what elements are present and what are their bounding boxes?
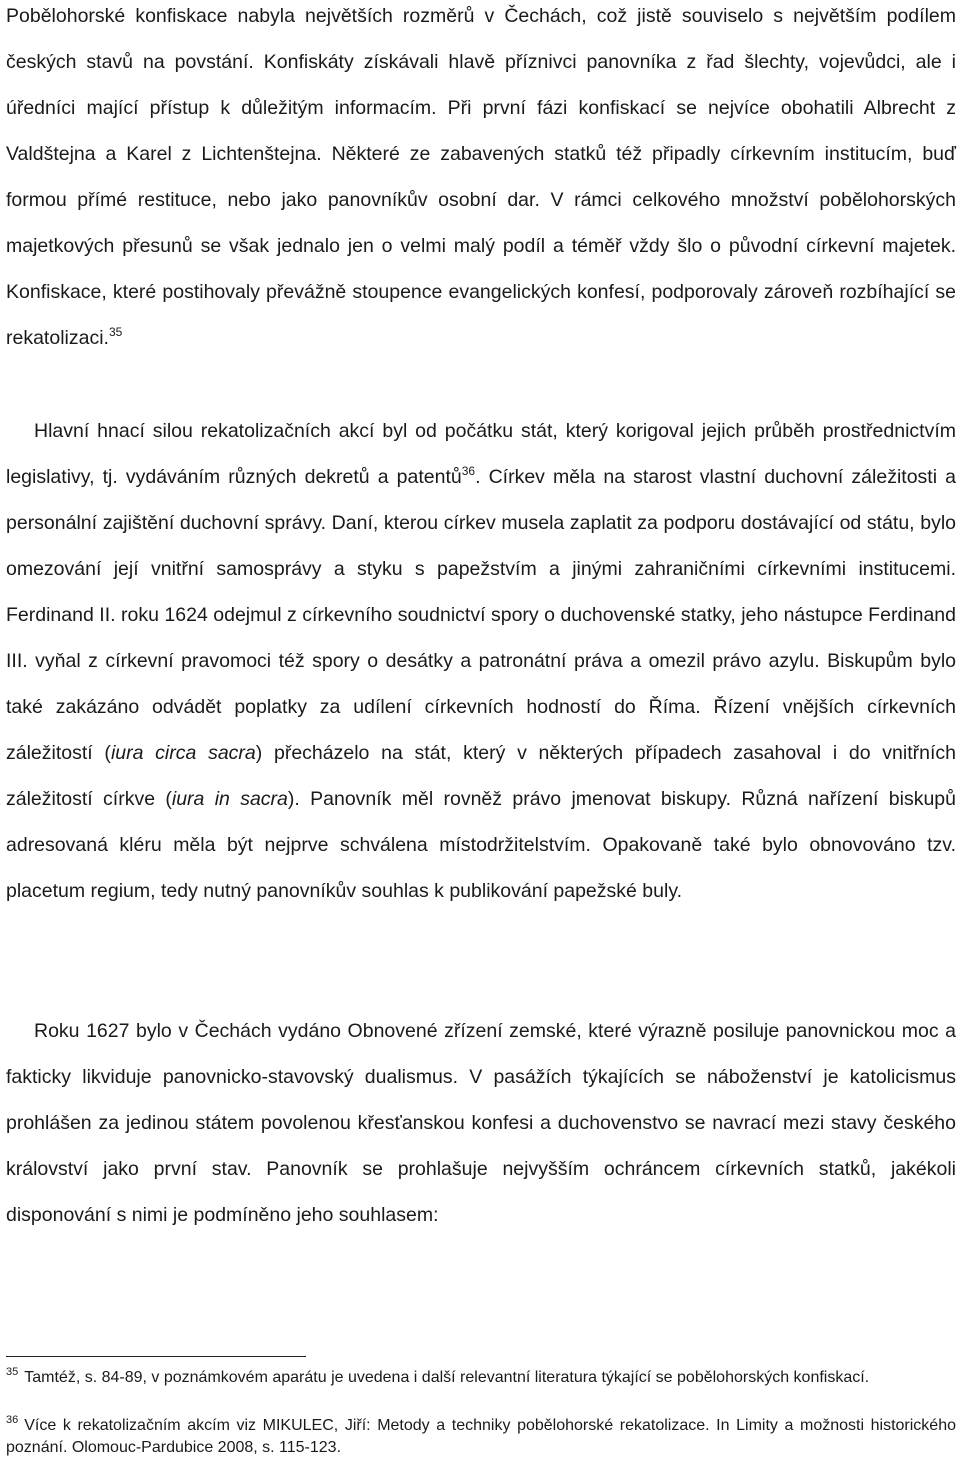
footnote-number: 35 <box>6 1366 19 1378</box>
latin-term: iura in sacra <box>171 788 288 810</box>
paragraph-text: ). Panovník měl rovněž právo jmenovat biskupy. Různá nařízení biskupů adresovaná kléru měla být nejprve schválena místodržitelstvím. Opakovaně také bylo obnovováno tzv. placetum regium, tedy nutný panovníkův souhlas k publikování papežské buly. <box>6 788 956 902</box>
footnote-ref-36[interactable]: 36 <box>461 464 476 478</box>
paragraph-text: Roku 1627 bylo v Čechách vydáno Obnovené zřízení zemské, které výrazně posiluje panovnickou moc a fakticky likviduje panovnicko-stavovský dualismus. V pasážích týkajících se náboženství je katolicismus prohlášen za jedinou státem povolenou křesťanskou konfesi a duchovenstvo se navrací mezi stavy českého království jako první stav. Panovník se prohlašuje nejvyšším ochráncem církevních statků, jakékoli disponování s nimi je podmíněno jeho souhlasem: <box>6 1020 956 1226</box>
footnote-text: Více k rekatolizačním akcím viz MIKULEC, Jiří: Metody a techniky pobělohorské rekatolizace. In Limity a možnosti historického poznání. Olomouc-Pardubice 2008, s. 115-123. <box>6 1417 956 1456</box>
paragraph-confiscations <box>6 0 956 361</box>
paragraph-text: Pobělohorské konfiskace nabyla největších rozměrů v Čechách, což jistě souviselo s největším podílem českých stavů na povstání. Konfiskáty získávali hlavě příznivci panovníka z řad šlechty, vojevůdci, ale i úředníci mající přístup k důležitým informacím. Při první fázi konfiskací se nejvíce obohatili Albrecht z Valdštejna a Karel z Lichtenštejna. Některé ze zabavených statků též připadly církevním institucím, buď formou přímé restituce, nebo jako panovníkův osobní dar. V rámci celkového množství pobělohorských majetkových přesunů se však jednalo jen o velmi malý podíl a téměř vždy šlo o původní církevní majetek. Konfiskace, které postihovaly převážně stoupence evangelických konfesí, podporovaly zároveň rozbíhající se rekatolizaci. <box>6 5 956 349</box>
footnote-ref-35[interactable]: 35 <box>108 325 123 339</box>
paragraph-recatholization <box>6 408 956 914</box>
paragraph-text: . Církev měla na starost vlastní duchovní záležitosti a personální zajištění duchovní správy. Daní, kterou církev musela zaplatit za podporu dostávající od státu, bylo omezování její vnitřní samosprávy a styku s papežstvím a jinými zahraničními církevními institucemi. Ferdinand II. roku 1624 odejmul z církevního soudnictví spory o duchovenské statky, jeho nástupce Ferdinand III. vyňal z církevní pravomoci též spory o desátky a patronátní práva a omezil právo azylu. Biskupům bylo také zakázáno odvádět poplatky za udílení církevních hodností do Říma. Řízení vnějších církevních záležitostí ( <box>6 466 956 764</box>
footnote-35 <box>6 1367 956 1389</box>
footnote-separator <box>6 1356 306 1357</box>
latin-term: iura circa sacra <box>110 742 256 764</box>
footnote-number: 36 <box>6 1414 19 1426</box>
paragraph-renewed-constitution <box>6 1008 956 1238</box>
paragraph-text: ) přecházelo na stát, který v některých případech zasahoval i do vnitřních záležitostí církve ( <box>6 742 956 810</box>
footnote-36 <box>6 1415 956 1459</box>
footnote-text: Tamtéž, s. 84-89, v poznámkovém aparátu je uvedena i další relevantní literatura týkající se pobělohorských konfiskací. <box>24 1369 870 1386</box>
paragraph-text: Hlavní hnací silou rekatolizačních akcí byl od počátku stát, který korigoval jejich průběh prostřednictvím legislativy, tj. vydáváním různých dekretů a patentů <box>6 420 956 488</box>
